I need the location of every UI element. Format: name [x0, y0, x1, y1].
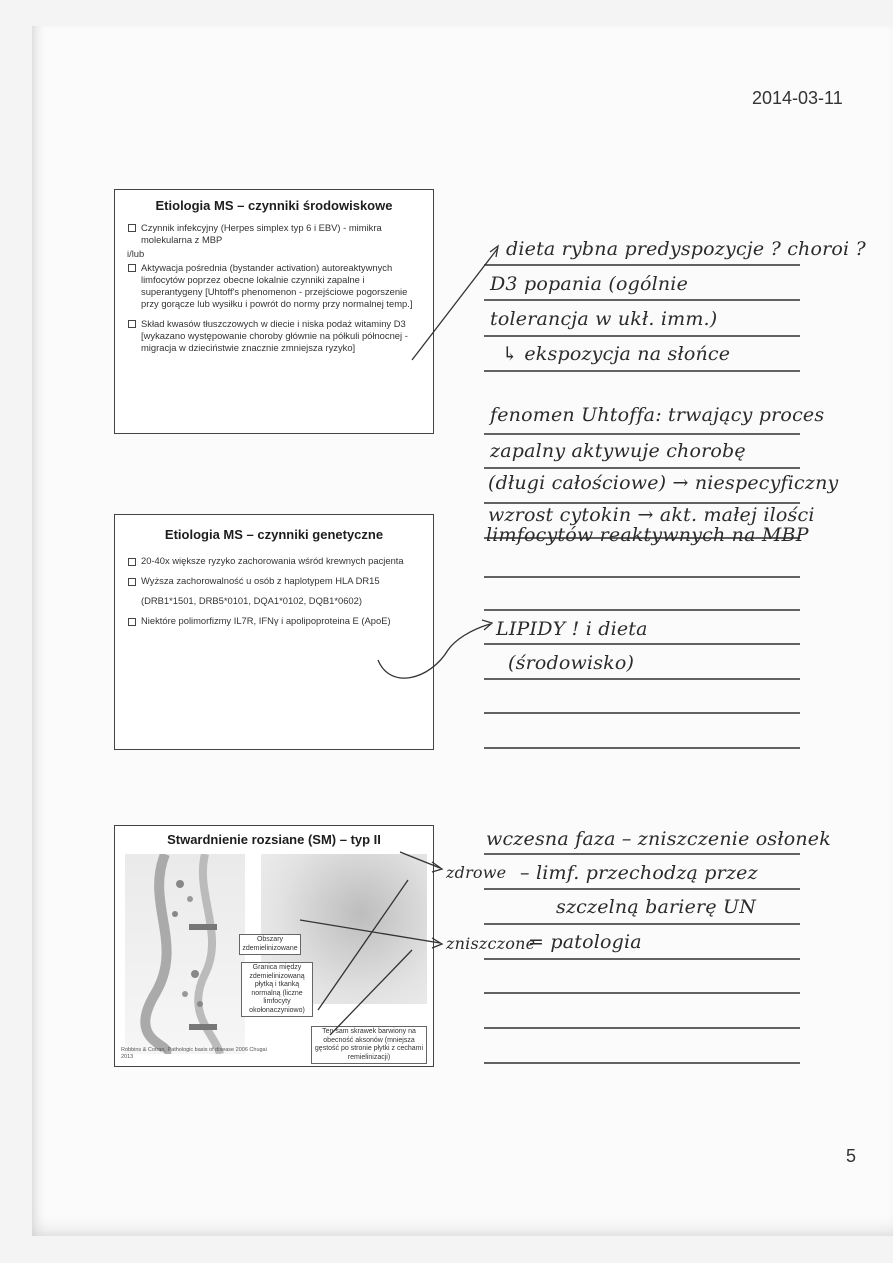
handwritten-note: ↳ ekspozycja na słońce — [502, 343, 731, 365]
handwritten-note: – limf. przechodzą przez — [520, 862, 758, 884]
handwritten-note: (środowisko) — [508, 652, 635, 674]
handwritten-note: = patologia — [528, 931, 642, 953]
connector-text: i/lub — [127, 248, 145, 259]
bullet-item: Aktywacja pośrednia (bystander activation) autoreaktywnych limfocytów poprzez obecne lokalnie czynniki zapalne i superantygeny [Uhtoff's phenomenon - przejściowe pogorszenie przy gorącze lub wysiłku i powrót do normy przy normalnej temp.] — [127, 262, 421, 310]
handwritten-note: zdrowe — [446, 863, 507, 882]
caption-plaque-border: Granica między zdemielinizowaną płytką i tkanką normalną (liczne limfocyty okołonaczyniowo) — [241, 962, 313, 1017]
handwritten-note: limfocytów reaktywnych na MBP — [486, 524, 809, 546]
caption-axon-stain: Ten sam skrawek barwiony na obecność aksonów (mniejsza gęstość po stronie płytki z cechami remielinizacji) — [311, 1026, 427, 1064]
bullet-item: 20-40x większe ryzyko zachorowania wśród krewnych pacjenta — [127, 551, 421, 571]
page-number: 5 — [846, 1146, 857, 1166]
caption-demyelinated: Obszary zdemielinizowane — [239, 934, 301, 955]
slide-title: Stwardnienie rozsiane (SM) – typ II — [167, 832, 381, 847]
handwritten-note: wczesna faza – zniszczenie osłonek — [486, 828, 831, 850]
slide-title: Etiologia MS – czynniki genetyczne — [164, 527, 384, 542]
handwritten-note: szczelną barierę UN — [556, 896, 757, 918]
bullet-item: Wyższa zachorowalność u osób z haplotypem HLA DR15 (DRB1*1501, DRB5*0101, DQA1*0102, DQB1*0602) — [127, 571, 421, 611]
handwritten-note: (długi całościowe) → niespecyficzny — [488, 472, 839, 494]
bullet-item: Czynnik infekcyjny (Herpes simplex typ 6 i EBV) - mimikra molekularna z MBP — [127, 222, 421, 246]
handwritten-note: zniszczone — [446, 934, 536, 953]
handwritten-note: dieta rybna predyspozycje ? choroi ? — [506, 238, 866, 260]
page-date: 2014-03-11 — [752, 88, 843, 108]
slide-title: Etiologia MS – czynniki środowiskowe — [155, 198, 393, 213]
bullet-item: Skład kwasów tłuszczowych w diecie i niska podaż witaminy D3 [wykazano występowanie choroby głównie na półkuli północnej - migracja w dzieciństwie znacznie zmniejsza ryzyko] — [127, 318, 421, 354]
figure-credit: Robbins & Cotran, Pathologic basis of disease 2006 Chugai 2013 — [121, 1047, 267, 1060]
handwritten-note: wzrost cytokin → akt. małej ilości — [488, 504, 815, 526]
handwritten-note: fenomen Uhtoffa: trwający proces — [490, 404, 825, 426]
handwritten-note: D3 popania (ogólnie — [490, 273, 689, 295]
bullet-item: Niektóre polimorfizmy IL7R, IFNγ i apolipoproteina E (ApoE) — [127, 611, 421, 631]
handwritten-note: zapalny aktywuje chorobę — [490, 440, 746, 462]
handwritten-note: LIPIDY ! i dieta — [496, 618, 648, 640]
handwritten-note: tolerancja w ukł. imm.) — [490, 308, 718, 330]
